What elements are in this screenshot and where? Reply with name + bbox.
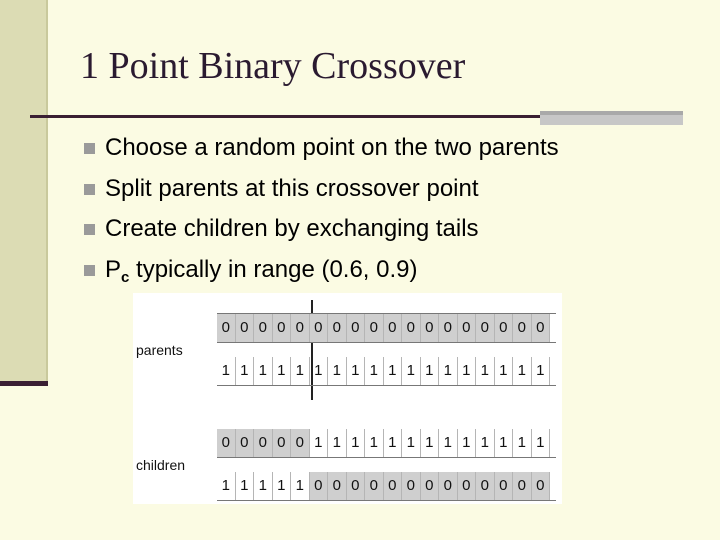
bit-cell: 0 (347, 314, 366, 342)
bit-cell: 0 (254, 314, 273, 342)
bit-cell: 0 (476, 472, 495, 500)
bit-cell: 1 (236, 472, 255, 500)
bit-cell: 0 (273, 314, 292, 342)
square-bullet-icon (84, 184, 95, 195)
row-divider (217, 342, 556, 343)
bit-cell: 0 (495, 314, 514, 342)
left-decorative-bar (0, 0, 48, 384)
child-2-row (217, 472, 550, 500)
bit-cell: 1 (458, 429, 477, 457)
bit-cell: 1 (217, 472, 236, 500)
bit-cell: 1 (421, 429, 440, 457)
bit-cell: 1 (328, 357, 347, 385)
bit-cell: 1 (365, 429, 384, 457)
bit-cell: 1 (254, 472, 273, 500)
bit-cell: 0 (495, 472, 514, 500)
bullet-text: Choose a random point on the two parents (105, 134, 559, 161)
title-rule-accent-top (540, 111, 683, 115)
bit-cell: 1 (217, 357, 236, 385)
bit-cell: 1 (310, 357, 329, 385)
bit-cell: 1 (291, 472, 310, 500)
child-1-row (217, 429, 550, 457)
bit-cell: 0 (273, 429, 292, 457)
bit-cell: 0 (291, 314, 310, 342)
row-divider (217, 457, 556, 458)
bullet-item (84, 132, 559, 173)
row-divider (217, 500, 556, 501)
bit-cell: 0 (310, 472, 329, 500)
bit-cell: 1 (532, 357, 551, 385)
bullet-item (84, 173, 559, 214)
bit-cell: 0 (439, 472, 458, 500)
bit-cell: 1 (347, 357, 366, 385)
bit-cell: 0 (421, 314, 440, 342)
bullet-item (84, 254, 559, 295)
bit-cell: 1 (513, 429, 532, 457)
bit-cell: 0 (236, 314, 255, 342)
bit-cell: 0 (254, 429, 273, 457)
bit-cell: 0 (513, 472, 532, 500)
bit-cell: 0 (532, 472, 551, 500)
bit-cell: 1 (532, 429, 551, 457)
row-divider (217, 385, 556, 386)
bit-cell: 0 (402, 472, 421, 500)
bit-cell: 1 (439, 429, 458, 457)
bit-cell: 1 (458, 357, 477, 385)
bit-cell: 1 (495, 357, 514, 385)
bit-cell: 1 (310, 429, 329, 457)
bit-cell: 1 (495, 429, 514, 457)
bit-cell: 0 (458, 314, 477, 342)
square-bullet-icon (84, 143, 95, 154)
bit-cell: 0 (439, 314, 458, 342)
bullet-subscript: c (121, 268, 130, 286)
bit-cell: 1 (254, 357, 273, 385)
parents-label: parents (136, 342, 183, 358)
bit-cell: 0 (328, 314, 347, 342)
crossover-diagram (133, 293, 562, 504)
bit-cell: 0 (310, 314, 329, 342)
children-label: children (136, 457, 186, 473)
bullet-item (84, 213, 559, 254)
bit-cell: 1 (402, 429, 421, 457)
parent-1-row (217, 314, 550, 342)
parent-2-row (217, 357, 550, 385)
bit-cell: 1 (476, 357, 495, 385)
bit-cell: 1 (273, 357, 292, 385)
bit-cell: 0 (476, 314, 495, 342)
bit-cell: 0 (291, 429, 310, 457)
bit-cell: 1 (365, 357, 384, 385)
bit-cell: 0 (513, 314, 532, 342)
left-accent-bar (0, 381, 48, 386)
bit-cell: 1 (421, 357, 440, 385)
bit-cell: 1 (402, 357, 421, 385)
bit-cell: 0 (328, 472, 347, 500)
bullet-text: Create children by exchanging tails (105, 215, 479, 242)
bit-cell: 1 (384, 429, 403, 457)
bit-cell: 1 (384, 357, 403, 385)
bit-cell: 1 (236, 357, 255, 385)
bit-cell: 0 (402, 314, 421, 342)
bit-cell: 0 (236, 429, 255, 457)
bit-cell: 0 (217, 314, 236, 342)
square-bullet-icon (84, 224, 95, 235)
square-bullet-icon (84, 265, 95, 276)
bit-cell: 1 (476, 429, 495, 457)
slide-title: 1 Point Binary Crossover (80, 45, 466, 87)
bullet-text-suffix: typically in range (0.6, 0.9) (129, 255, 418, 283)
bit-cell: 1 (439, 357, 458, 385)
bullet-text-prefix: P (105, 255, 122, 283)
bullet-text: Split parents at this crossover point (105, 174, 479, 202)
bit-cell: 1 (328, 429, 347, 457)
bit-cell: 0 (217, 429, 236, 457)
bit-cell: 0 (384, 314, 403, 342)
bit-cell: 0 (365, 472, 384, 500)
title-rule (30, 115, 540, 118)
bit-cell: 0 (365, 314, 384, 342)
bit-cell: 1 (291, 357, 310, 385)
bit-cell: 0 (347, 472, 366, 500)
bit-cell: 0 (384, 472, 403, 500)
bullet-list (84, 132, 559, 294)
bit-cell: 0 (532, 314, 551, 342)
bit-cell: 1 (347, 429, 366, 457)
bit-cell: 0 (458, 472, 477, 500)
bit-cell: 0 (421, 472, 440, 500)
bit-cell: 1 (513, 357, 532, 385)
bit-cell: 1 (273, 472, 292, 500)
